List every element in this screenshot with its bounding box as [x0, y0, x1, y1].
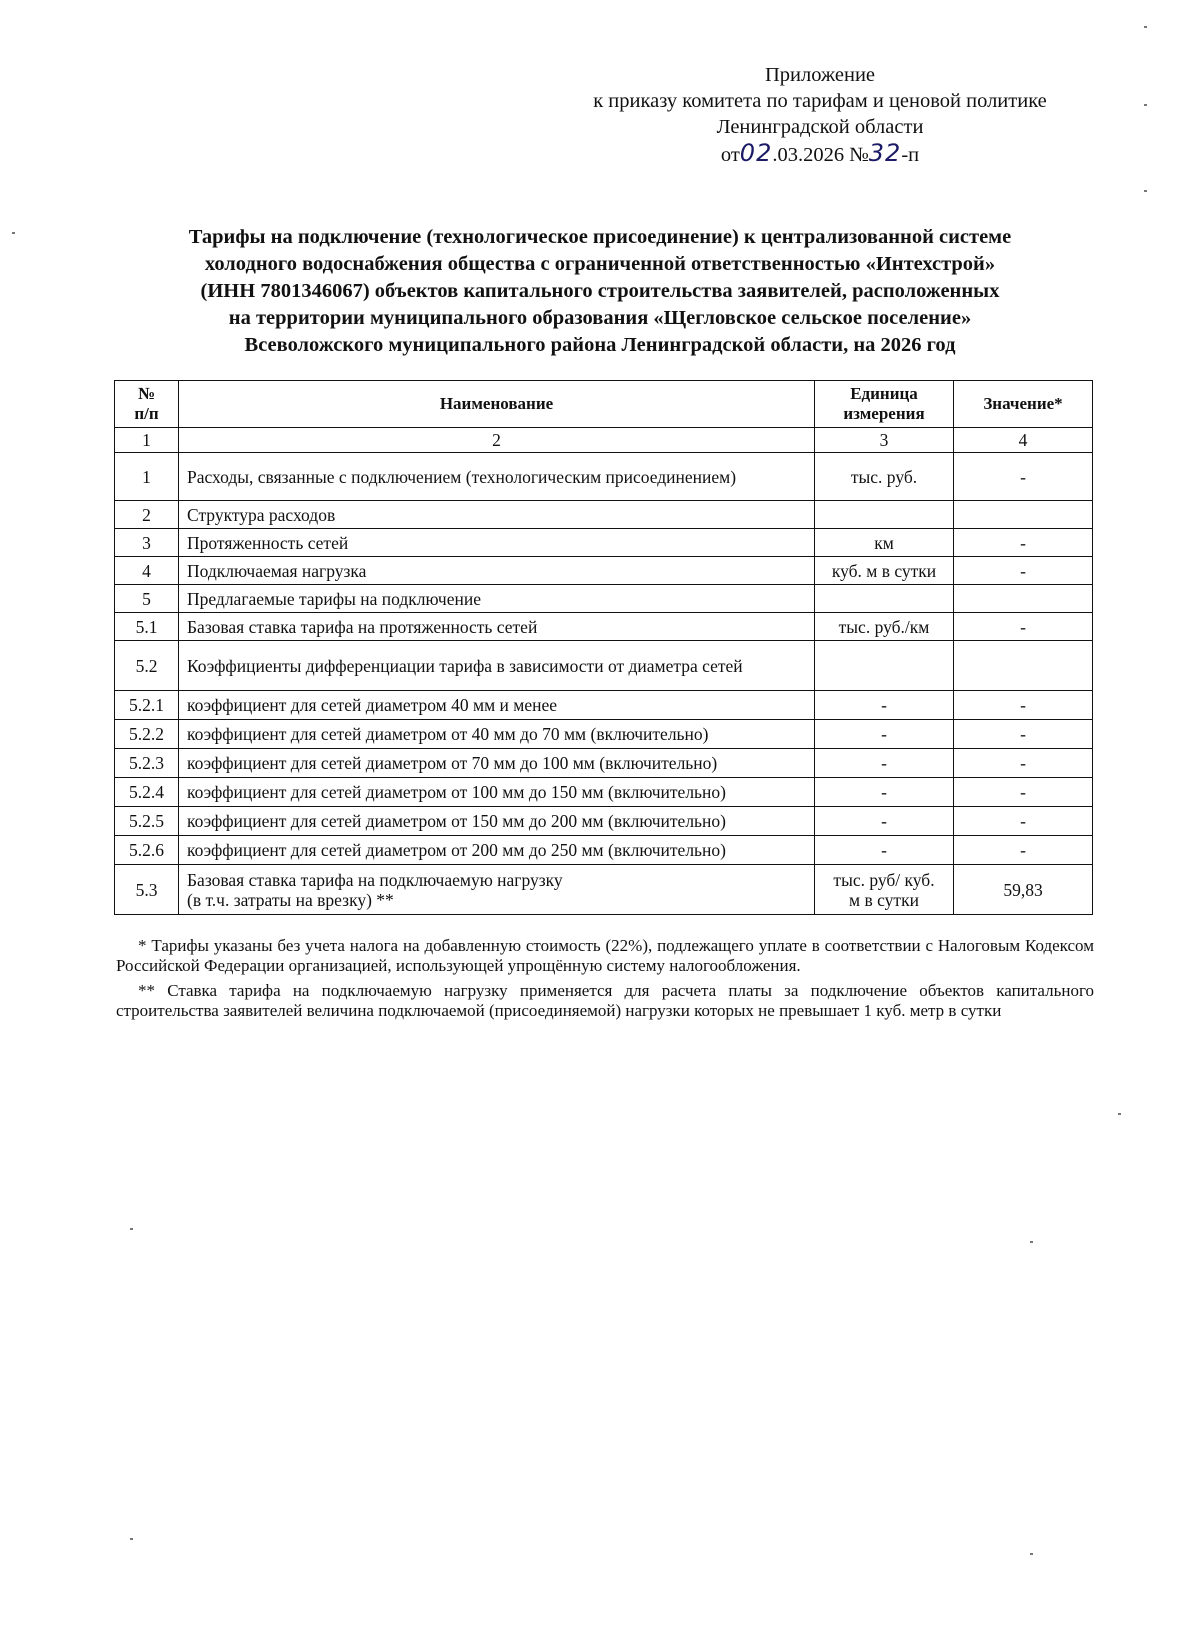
table-row [115, 720, 1093, 749]
row-name: коэффициент для сетей диаметром 40 мм и менее [179, 691, 815, 720]
row-name: Коэффициенты дифференциации тарифа в зависимости от диаметра сетей [179, 641, 815, 691]
column-number-row [115, 428, 1093, 453]
appendix-label: Приложение [764, 64, 876, 86]
row-unit: - [815, 778, 954, 807]
table-row [115, 691, 1093, 720]
row-value [954, 585, 1093, 613]
title-line-4: на территории муниципального образования «Щегловское сельское поселение» [228, 307, 972, 329]
row-value: - [954, 807, 1093, 836]
title-line-1: Тарифы на подключение (технологическое присоединение) к централизованной системе [188, 226, 1012, 248]
table-row [115, 778, 1093, 807]
footnote-load-rate: ** Ставка тарифа на подключаемую нагрузку применяется для расчета платы за подключение объектов капитального строительства заявителей величина подключаемой (присоединяемой) нагрузки которых не превышает 1 куб. метр в сутки [116, 981, 1094, 1020]
scan-speck [1030, 1553, 1033, 1555]
row-name [179, 865, 815, 915]
table-row [115, 613, 1093, 641]
row-number: 5.2.1 [115, 691, 179, 720]
row-unit: - [815, 807, 954, 836]
tariff-table [114, 380, 1093, 915]
table-row [115, 641, 1093, 691]
scan-speck [1144, 104, 1147, 106]
row-unit: тыс. руб. [815, 453, 954, 501]
row-number: 4 [115, 557, 179, 585]
header-name: Наименование [179, 381, 815, 428]
handwritten-day: 02 [739, 139, 773, 167]
row-value: - [954, 691, 1093, 720]
row-number: 1 [115, 453, 179, 501]
row-unit [815, 585, 954, 613]
table-row [115, 501, 1093, 529]
row-number: 5.2.3 [115, 749, 179, 778]
row-number: 2 [115, 501, 179, 529]
row-unit: куб. м в сутки [815, 557, 954, 585]
row-unit: - [815, 836, 954, 865]
row-name: Протяженность сетей [179, 529, 815, 557]
row-value: 59,83 [954, 865, 1093, 915]
row-value: - [954, 836, 1093, 865]
row-name: коэффициент для сетей диаметром от 70 мм до 100 мм (включительно) [179, 749, 815, 778]
row-unit: - [815, 720, 954, 749]
header-no [115, 381, 179, 428]
header-unit-line2: измерения [843, 404, 925, 423]
row-name: Расходы, связанные с подключением (технологическим присоединением) [179, 453, 815, 501]
row-value: - [954, 453, 1093, 501]
column-number: 3 [815, 428, 954, 453]
header-no-line2: п/п [134, 404, 159, 423]
order-suffix: -п [901, 144, 920, 166]
scan-speck [1030, 1241, 1033, 1243]
row-unit [815, 641, 954, 691]
row-unit-line2: м в сутки [849, 889, 919, 910]
scan-speck [130, 1228, 133, 1230]
header-unit-line1: Единица [850, 384, 918, 403]
row-name: коэффициент для сетей диаметром от 40 мм до 70 мм (включительно) [179, 720, 815, 749]
table-row [115, 836, 1093, 865]
row-name: Базовая ставка тарифа на протяженность сетей [179, 613, 815, 641]
row-value: - [954, 778, 1093, 807]
row-number: 5.2 [115, 641, 179, 691]
tariff-table-body [115, 428, 1093, 915]
header-value: Значение* [954, 381, 1093, 428]
appendix-order-reference: к приказу комитета по тарифам и ценовой политике [593, 90, 1047, 112]
table-row [115, 557, 1093, 585]
column-number: 4 [954, 428, 1093, 453]
row-number: 3 [115, 529, 179, 557]
row-name: Подключаемая нагрузка [179, 557, 815, 585]
row-number: 5.2.2 [115, 720, 179, 749]
appendix-header [540, 62, 1100, 168]
row-name: Предлагаемые тарифы на подключение [179, 585, 815, 613]
table-row [115, 807, 1093, 836]
row-unit [815, 865, 954, 915]
row-unit: - [815, 691, 954, 720]
table-row [115, 529, 1093, 557]
row-number: 5.3 [115, 865, 179, 915]
row-unit: тыс. руб./км [815, 613, 954, 641]
row-number: 5.1 [115, 613, 179, 641]
title-line-3: (ИНН 7801346067) объектов капитального строительства заявителей, расположенных [200, 280, 1000, 302]
table-row [115, 865, 1093, 915]
header-unit [815, 381, 954, 428]
row-value [954, 641, 1093, 691]
appendix-date-line [540, 140, 1100, 168]
table-row [115, 453, 1093, 501]
row-unit [815, 501, 954, 529]
row-value: - [954, 557, 1093, 585]
scan-speck [1144, 26, 1147, 28]
row-unit: км [815, 529, 954, 557]
footnotes [116, 936, 1094, 1026]
row-value: - [954, 749, 1093, 778]
document-title [100, 224, 1100, 359]
title-line-5: Всеволожского муниципального района Ленинградской области, на 2026 год [244, 334, 956, 356]
row-name: коэффициент для сетей диаметром от 150 мм до 200 мм (включительно) [179, 807, 815, 836]
row-name: коэффициент для сетей диаметром от 200 мм до 250 мм (включительно) [179, 836, 815, 865]
row-name-line1: Базовая ставка тарифа на подключаемую нагрузку [187, 869, 563, 890]
column-number: 2 [179, 428, 815, 453]
scan-speck [1118, 1113, 1121, 1115]
row-name: коэффициент для сетей диаметром от 100 мм до 150 мм (включительно) [179, 778, 815, 807]
table-header-row [115, 381, 1093, 428]
handwritten-order-number: 32 [868, 139, 902, 167]
row-value: - [954, 720, 1093, 749]
scan-speck [1144, 190, 1147, 192]
row-value: - [954, 529, 1093, 557]
row-number: 5.2.4 [115, 778, 179, 807]
header-no-line1: № [137, 384, 156, 403]
row-number: 5.2.5 [115, 807, 179, 836]
column-number: 1 [115, 428, 179, 453]
date-rest: .03.2026 № [772, 144, 869, 166]
table-row [115, 585, 1093, 613]
row-number: 5.2.6 [115, 836, 179, 865]
scan-speck [12, 232, 15, 234]
appendix-region: Ленинградской области [716, 116, 924, 138]
row-unit-line1: тыс. руб/ куб. [833, 869, 935, 890]
row-number: 5 [115, 585, 179, 613]
row-name: Структура расходов [179, 501, 815, 529]
scan-speck [130, 1538, 133, 1540]
table-row [115, 749, 1093, 778]
row-unit: - [815, 749, 954, 778]
footnote-vat: * Тарифы указаны без учета налога на добавленную стоимость (22%), подлежащего уплате в соответствии с Налоговым Кодексом Российской Федерации организацией, использующей упрощённую систему налогообложения. [116, 936, 1094, 975]
row-value [954, 501, 1093, 529]
row-value: - [954, 613, 1093, 641]
row-name-line2: (в т.ч. затраты на врезку) ** [187, 889, 394, 910]
date-prefix: от [720, 144, 740, 166]
title-line-2: холодного водоснабжения общества с ограниченной ответственностью «Интехстрой» [204, 253, 996, 275]
